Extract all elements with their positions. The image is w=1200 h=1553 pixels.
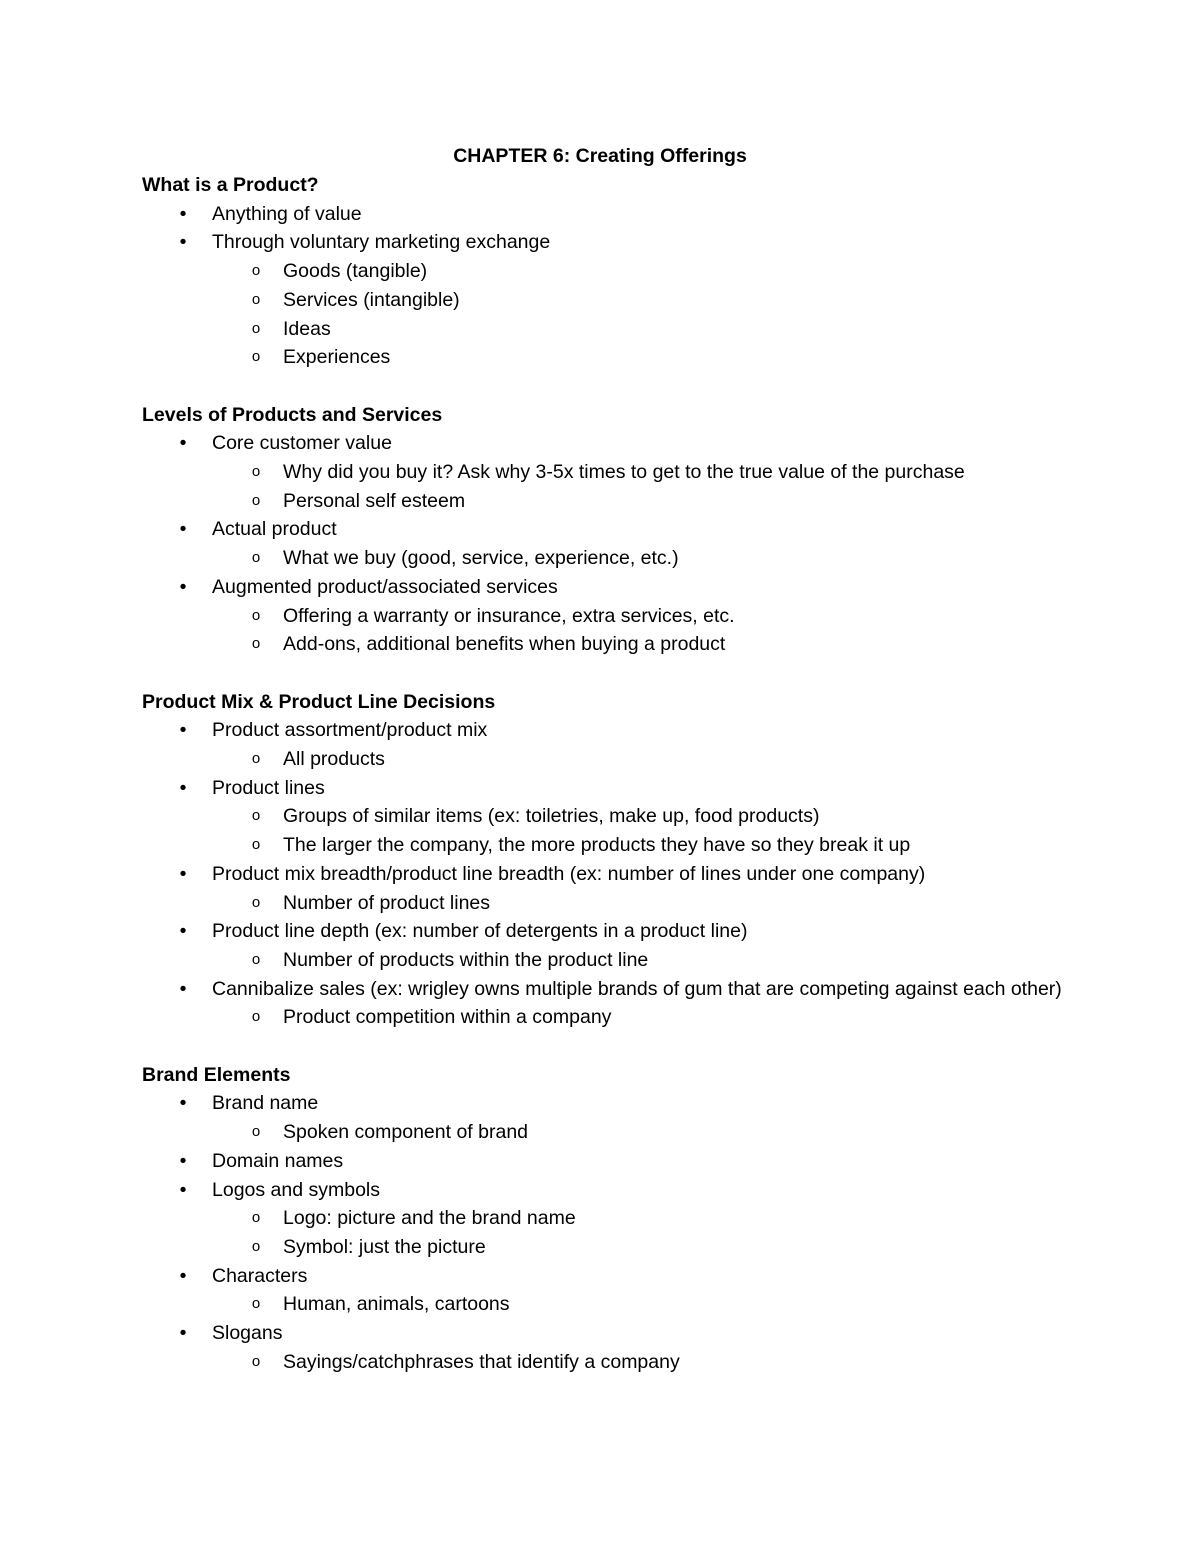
- sub-bullet-text: Number of product lines: [283, 891, 491, 914]
- sub-bullet-item: [212, 458, 1062, 487]
- bullet-item: [142, 1319, 1062, 1376]
- bullet-text: Slogans: [212, 1322, 283, 1345]
- sub-bullet-text: Offering a warranty or insurance, extra services, etc.: [283, 604, 735, 627]
- bullet-icon: •: [179, 776, 187, 799]
- sub-bullet-list: [212, 458, 1062, 515]
- sub-bullet-item: [212, 1204, 1062, 1233]
- sub-bullet-icon: o: [251, 1209, 261, 1227]
- sub-bullet-item: [212, 630, 1062, 659]
- sub-bullet-icon: o: [251, 950, 261, 968]
- bullet-icon: •: [179, 432, 187, 455]
- bullet-text: Actual product: [212, 518, 337, 541]
- sub-bullet-list: [212, 602, 1062, 659]
- outline-section: [142, 171, 1062, 372]
- sub-bullet-list: [212, 802, 1062, 859]
- sub-bullet-text: All products: [283, 747, 385, 770]
- bullet-text: Brand name: [212, 1092, 319, 1115]
- sub-bullet-item: [212, 745, 1062, 774]
- sub-bullet-text: Why did you buy it? Ask why 3-5x times to get to the true value of the purchase: [283, 460, 965, 483]
- bullet-text: Product mix breadth/product line breadth (ex: number of lines under one company): [212, 862, 926, 885]
- sub-bullet-text: Human, animals, cartoons: [283, 1293, 510, 1316]
- sub-bullet-icon: o: [251, 262, 261, 280]
- bullet-icon: •: [179, 1178, 187, 1201]
- bullet-icon: •: [179, 1322, 187, 1345]
- sub-bullet-list: [212, 1003, 1062, 1032]
- sub-bullet-item: [212, 544, 1062, 573]
- sub-bullet-list: [212, 544, 1062, 573]
- sub-bullet-icon: o: [251, 1295, 261, 1313]
- sub-bullet-text: What we buy (good, service, experience, etc.): [283, 547, 679, 570]
- sub-bullet-item: [212, 286, 1062, 315]
- bullet-item: [142, 228, 1062, 372]
- bullet-text: Core customer value: [212, 432, 392, 455]
- bullet-icon: •: [179, 518, 187, 541]
- bullet-item: [142, 1089, 1062, 1146]
- sub-bullet-item: [212, 602, 1062, 631]
- sub-bullet-item: [212, 257, 1062, 286]
- sub-bullet-text: Services (intangible): [283, 288, 460, 311]
- bullet-text: Domain names: [212, 1149, 344, 1172]
- bullet-item: [142, 573, 1062, 659]
- bullet-item: [142, 200, 1062, 229]
- bullet-icon: •: [179, 1149, 187, 1172]
- section-heading: Levels of Products and Services: [142, 403, 443, 426]
- bullet-text: Through voluntary marketing exchange: [212, 231, 551, 254]
- sub-bullet-text: Logo: picture and the brand name: [283, 1207, 576, 1230]
- sub-bullet-icon: o: [251, 1123, 261, 1141]
- sub-bullet-text: Ideas: [283, 317, 331, 340]
- bullet-item: [142, 975, 1062, 1032]
- sub-bullet-item: [212, 1118, 1062, 1147]
- sub-bullet-icon: o: [251, 549, 261, 567]
- sub-bullet-icon: o: [251, 462, 261, 480]
- section-heading: What is a Product?: [142, 174, 319, 196]
- sub-bullet-icon: o: [251, 491, 261, 509]
- bullet-icon: •: [179, 862, 187, 885]
- bullet-list: [142, 429, 1062, 659]
- section-heading: Brand Elements: [142, 1063, 291, 1086]
- sub-bullet-item: [212, 343, 1062, 372]
- sub-bullet-icon: o: [251, 1237, 261, 1255]
- bullet-icon: •: [179, 575, 187, 598]
- sub-bullet-item: [212, 1348, 1062, 1377]
- sub-bullet-icon: o: [251, 749, 261, 767]
- sub-bullet-item: [212, 1290, 1062, 1319]
- bullet-text: Product line depth (ex: number of detergents in a product line): [212, 920, 748, 943]
- bullet-list: [142, 1089, 1062, 1376]
- sub-bullet-list: [212, 889, 1062, 918]
- bullet-item: [142, 860, 1062, 917]
- sub-bullet-icon: o: [251, 1352, 261, 1370]
- sub-bullet-text: Product competition within a company: [283, 1006, 612, 1029]
- sub-bullet-icon: o: [251, 319, 261, 337]
- sub-bullet-item: [212, 889, 1062, 918]
- bullet-item: [142, 1147, 1062, 1176]
- sub-bullet-text: Personal self esteem: [283, 489, 466, 512]
- sub-bullet-list: [212, 257, 1062, 372]
- bullet-icon: •: [179, 202, 187, 225]
- sub-bullet-icon: o: [251, 893, 261, 911]
- bullet-icon: •: [179, 1264, 187, 1287]
- bullet-text: Characters: [212, 1264, 308, 1287]
- bullet-icon: •: [179, 719, 187, 742]
- document-body: [142, 171, 1062, 1376]
- bullet-text: Augmented product/associated services: [212, 575, 558, 598]
- bullet-icon: •: [179, 231, 187, 254]
- bullet-list: [142, 716, 1062, 1032]
- sub-bullet-icon: o: [251, 836, 261, 854]
- bullet-icon: •: [179, 920, 187, 943]
- bullet-text: Logos and symbols: [212, 1178, 381, 1201]
- sub-bullet-text: Sayings/catchphrases that identify a company: [283, 1350, 680, 1373]
- bullet-icon: •: [179, 1092, 187, 1115]
- sub-bullet-item: [212, 487, 1062, 516]
- bullet-text: Product assortment/product mix: [212, 719, 488, 742]
- bullet-text: Cannibalize sales (ex: wrigley owns multiple brands of gum that are competing against each other): [212, 977, 1062, 1000]
- sub-bullet-icon: o: [251, 348, 261, 366]
- sub-bullet-icon: o: [251, 807, 261, 825]
- sub-bullet-list: [212, 946, 1062, 975]
- bullet-item: [142, 917, 1062, 974]
- bullet-icon: •: [179, 977, 187, 1000]
- sub-bullet-text: The larger the company, the more products they have so they break it up: [283, 834, 911, 857]
- bullet-text: Product lines: [212, 776, 325, 799]
- sub-bullet-text: Experiences: [283, 346, 391, 369]
- sub-bullet-icon: o: [251, 290, 261, 308]
- sub-bullet-list: [212, 745, 1062, 774]
- sub-bullet-item: [212, 1003, 1062, 1032]
- bullet-text: Anything of value: [212, 202, 362, 225]
- document-title: CHAPTER 6: Creating Offerings: [453, 145, 747, 167]
- bullet-item: [142, 1176, 1062, 1262]
- bullet-item: [142, 1262, 1062, 1319]
- sub-bullet-list: [212, 1118, 1062, 1147]
- sub-bullet-text: Number of products within the product line: [283, 948, 649, 971]
- sub-bullet-text: Symbol: just the picture: [283, 1235, 486, 1258]
- sub-bullet-item: [212, 315, 1062, 344]
- bullet-list: [142, 200, 1062, 372]
- sub-bullet-item: [212, 946, 1062, 975]
- bullet-item: [142, 515, 1062, 572]
- sub-bullet-icon: o: [251, 1008, 261, 1026]
- outline-section: [142, 1061, 1062, 1377]
- sub-bullet-item: [212, 802, 1062, 831]
- bullet-item: [142, 774, 1062, 860]
- sub-bullet-text: Goods (tangible): [283, 260, 428, 283]
- sub-bullet-text: Add-ons, additional benefits when buying a product: [283, 633, 726, 656]
- sub-bullet-icon: o: [251, 635, 261, 653]
- sub-bullet-icon: o: [251, 606, 261, 624]
- bullet-item: [142, 429, 1062, 515]
- outline-section: [142, 401, 1062, 659]
- outline-section: [142, 688, 1062, 1032]
- section-heading: Product Mix & Product Line Decisions: [142, 690, 496, 713]
- sub-bullet-item: [212, 831, 1062, 860]
- sub-bullet-list: [212, 1348, 1062, 1377]
- sub-bullet-text: Spoken component of brand: [283, 1121, 529, 1144]
- sub-bullet-text: Groups of similar items (ex: toiletries, make up, food products): [283, 805, 820, 828]
- sub-bullet-list: [212, 1290, 1062, 1319]
- sub-bullet-list: [212, 1204, 1062, 1261]
- bullet-item: [142, 716, 1062, 773]
- sub-bullet-item: [212, 1233, 1062, 1262]
